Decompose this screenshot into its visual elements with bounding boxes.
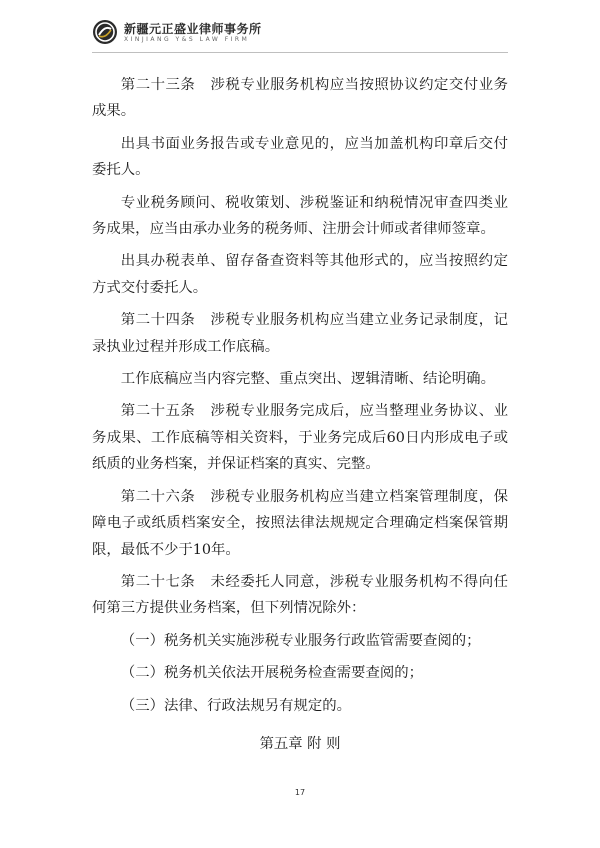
law-firm-logo-icon [92,19,118,45]
paragraph-text: （二）税务机关依法开展税务检查需要查阅的； [120,665,424,682]
paragraph-text: 专业税务顾问、税收策划、涉税鉴证和纳税情况审查四类业务成果，应当由承办业务的税务师、注册会计师或者律师签章。 [92,194,508,238]
paragraph [92,190,508,243]
paragraph-text: （三）法律、行政法规另有规定的。 [120,697,352,714]
article-number: 第二十六条 [120,488,196,505]
paragraph-text: 出具书面业务报告或专业意见的，应当加盖机构印章后交付委托人。 [92,135,508,179]
paragraph [92,484,508,563]
document-body [92,72,508,757]
article-number: 第二十七条 [120,573,196,590]
paragraph [92,569,508,622]
list-item [92,660,508,686]
paragraph [92,398,508,477]
paragraph-text: 出具办税表单、留存备查资料等其他形式的，应当按照约定方式交付委托人。 [92,253,508,296]
firm-name-cn: 新疆元正盛业律师事务所 [124,22,262,36]
paragraph-text: （一）税务机关实施涉税专业服务行政监管需要查阅的； [120,632,481,649]
paragraph [92,131,508,184]
document-header [92,18,512,50]
firm-name-en: XINJIANG Y&S LAW FIRM [124,36,250,43]
paragraph [92,366,508,392]
paragraph [92,72,508,125]
paragraph-text: 工作底稿应当内容完整、重点突出、逻辑清晰、结论明确。 [120,371,495,388]
paragraph-text: 涉税专业服务完成后，应当整理业务协议、业务成果、工作底稿等相关资料，于业务完成后60日内形成电子或纸质的业务档案，并保证档案的真实、完整。 [92,403,508,473]
paragraph-text: 未经委托人同意，涉税专业服务机构不得向任何第三方提供业务档案，但下列情况除外： [92,573,508,617]
list-item [92,628,508,654]
article-number: 第二十三条 [120,77,196,93]
header-divider [92,52,508,53]
paragraph-text: 涉税专业服务机构应当按照协议约定交付业务成果。 [92,77,508,120]
article-number: 第二十五条 [120,403,196,420]
paragraph [92,307,508,360]
page-number: 17 [294,788,306,797]
paragraph [92,248,508,301]
paragraph-text: 涉税专业服务机构应当建立业务记录制度，记录执业过程并形成工作底稿。 [92,312,508,355]
article-number: 第二十四条 [120,312,196,329]
list-item [92,693,508,719]
chapter-heading: 第五章 附 则 [259,735,341,752]
paragraph-text: 涉税专业服务机构应当建立档案管理制度，保障电子或纸质档案安全，按照法律法规规定合理确定档案保管期限，最低不少于10年。 [92,488,508,558]
